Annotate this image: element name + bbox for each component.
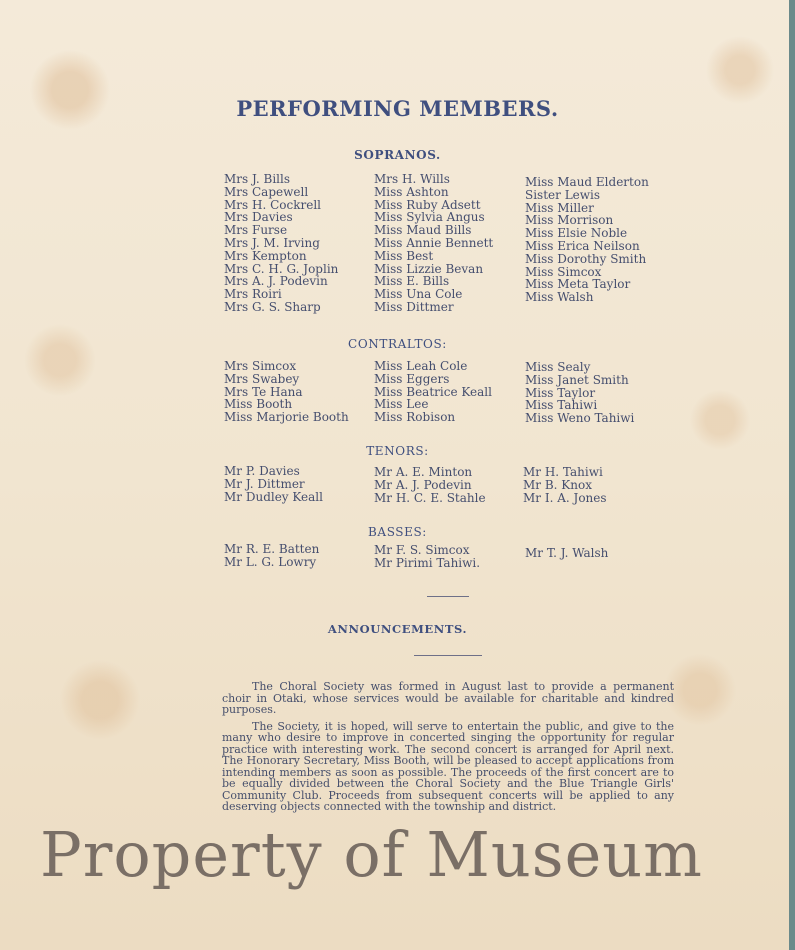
member-name: Mr Dudley Keall	[224, 489, 323, 504]
member-name: Miss Simcox	[525, 264, 602, 279]
member-name: Miss Dorothy Smith	[525, 251, 647, 266]
member-name: Mrs A. J. Podevin	[224, 274, 328, 289]
member-name: Miss Beatrice Keall	[374, 384, 492, 399]
basses-col-1	[224, 543, 319, 569]
member-name: Mr A. E. Minton	[374, 465, 473, 479]
member-name: Mrs Capewell	[224, 184, 309, 199]
member-name: Miss Annie Bennett	[374, 235, 494, 250]
member-name: Mr F. S. Simcox	[374, 543, 470, 557]
member-name: Mrs Furse	[224, 223, 288, 238]
member-name: Mrs J. Bills	[224, 172, 290, 186]
announcements-heading: ANNOUNCEMENTS.	[327, 622, 468, 636]
member-name: Mr J. Dittmer	[224, 476, 305, 491]
member-name: Mrs Te Hana	[224, 384, 303, 399]
member-name: Miss Maud Bills	[374, 223, 472, 238]
member-name: Miss Meta Taylor	[525, 277, 631, 292]
member-name: Miss Marjorie Booth	[224, 410, 349, 425]
member-name: Mr B. Knox	[523, 477, 592, 492]
contraltos-col-1	[224, 360, 349, 424]
member-name: Miss Ruby Adsett	[374, 197, 481, 212]
member-name: Miss Weno Tahiwi	[525, 411, 635, 426]
member-name: Mrs C. H. G. Joplin	[224, 261, 339, 276]
member-name: Miss Lizzie Bevan	[374, 261, 484, 276]
member-name: Miss Janet Smith	[525, 372, 629, 387]
sopranos-col-1	[224, 173, 338, 314]
member-name: Mr T. J. Walsh	[525, 546, 609, 560]
divider-top	[427, 596, 469, 597]
divider-bottom	[414, 655, 482, 656]
member-name: Miss Eggers	[374, 371, 450, 386]
member-name: Mrs G. S. Sharp	[224, 299, 321, 314]
member-name: Sister Lewis	[525, 187, 601, 202]
member-name: Mr H. C. E. Stahle	[374, 490, 486, 505]
sopranos-heading: SOPRANOS.	[354, 148, 441, 162]
member-name: Miss Lee	[374, 397, 429, 412]
contraltos-col-2	[374, 360, 492, 424]
contraltos-col-3	[525, 361, 634, 425]
member-name: Miss Walsh	[525, 290, 594, 305]
member-name: Miss Erica Neilson	[525, 238, 640, 253]
member-name: Mrs Simcox	[224, 359, 297, 373]
member-name: Mrs Kempton	[224, 248, 307, 263]
member-name: Mrs J. M. Irving	[224, 235, 320, 250]
member-name: Miss Dittmer	[374, 299, 454, 314]
member-name: Miss Elsie Noble	[525, 226, 628, 241]
watermark-text: Property of Museum	[40, 818, 703, 891]
tenors-col-2	[374, 466, 486, 504]
member-name: Mr R. E. Batten	[224, 542, 320, 556]
member-name: Miss Booth	[224, 397, 293, 412]
announcement-paragraph-1: The Choral Society was formed in August last to provide a permanent choir in Otaki, whose services would be available for charitable and kindred purposes.	[222, 680, 674, 716]
member-name: Miss Taylor	[525, 385, 596, 400]
member-name: Miss Leah Cole	[374, 359, 468, 373]
tenors-heading: TENORS:	[366, 444, 429, 458]
member-name: Miss Robison	[374, 410, 456, 425]
announcements-body	[222, 681, 674, 818]
member-name: Miss Una Cole	[374, 287, 463, 302]
member-name: Miss Sylvia Angus	[374, 210, 485, 225]
member-name: Mrs Swabey	[224, 371, 300, 386]
sopranos-col-2	[374, 173, 493, 314]
basses-heading: BASSES:	[368, 525, 427, 539]
member-name: Mrs Roiri	[224, 287, 282, 302]
member-name: Mr I. A. Jones	[523, 490, 607, 505]
member-name: Miss Sealy	[525, 360, 591, 374]
member-name: Mr L. G. Lowry	[224, 554, 317, 569]
tenors-col-1	[224, 465, 323, 503]
member-name: Mr Pirimi Tahiwi.	[374, 555, 481, 570]
contraltos-heading: CONTRALTOS:	[348, 337, 447, 351]
announcement-paragraph-2: The Society, it is hoped, will serve to entertain the public, and give to the many who desire to improve in concerted singing the opportunity for regular practice with interesting work. The second concert is arranged for April next. The Honorary Secretary, Miss Booth, will be pleased to accept applications from intending members as soon as possible. The proceeds of the first concert are to be equally divided between the Choral Society and the Blue Triangle Girls' Community Club. Proceeds from subsequent concerts will be applied to any deserving objects connected with the township and district.	[222, 719, 674, 813]
member-name: Mrs H. Wills	[374, 172, 450, 186]
member-name: Miss Morrison	[525, 213, 614, 228]
member-name: Miss Maud Elderton	[525, 175, 649, 189]
basses-col-3	[525, 547, 608, 560]
member-name: Miss Miller	[525, 200, 594, 215]
scan-edge	[789, 0, 795, 950]
basses-col-2	[374, 544, 480, 570]
tenors-col-3	[523, 466, 607, 504]
member-name: Miss Ashton	[374, 184, 449, 199]
member-name: Mr P. Davies	[224, 464, 300, 478]
member-name: Mrs H. Cockrell	[224, 197, 322, 212]
member-name: Mr A. J. Podevin	[374, 477, 472, 492]
member-name: Miss Best	[374, 248, 434, 263]
sopranos-col-3	[525, 176, 649, 304]
member-name: Mr H. Tahiwi	[523, 465, 603, 479]
member-name: Miss Tahiwi	[525, 398, 598, 413]
page-title: PERFORMING MEMBERS.	[236, 96, 559, 121]
member-name: Mrs Davies	[224, 210, 293, 225]
member-name: Miss E. Bills	[374, 274, 450, 289]
